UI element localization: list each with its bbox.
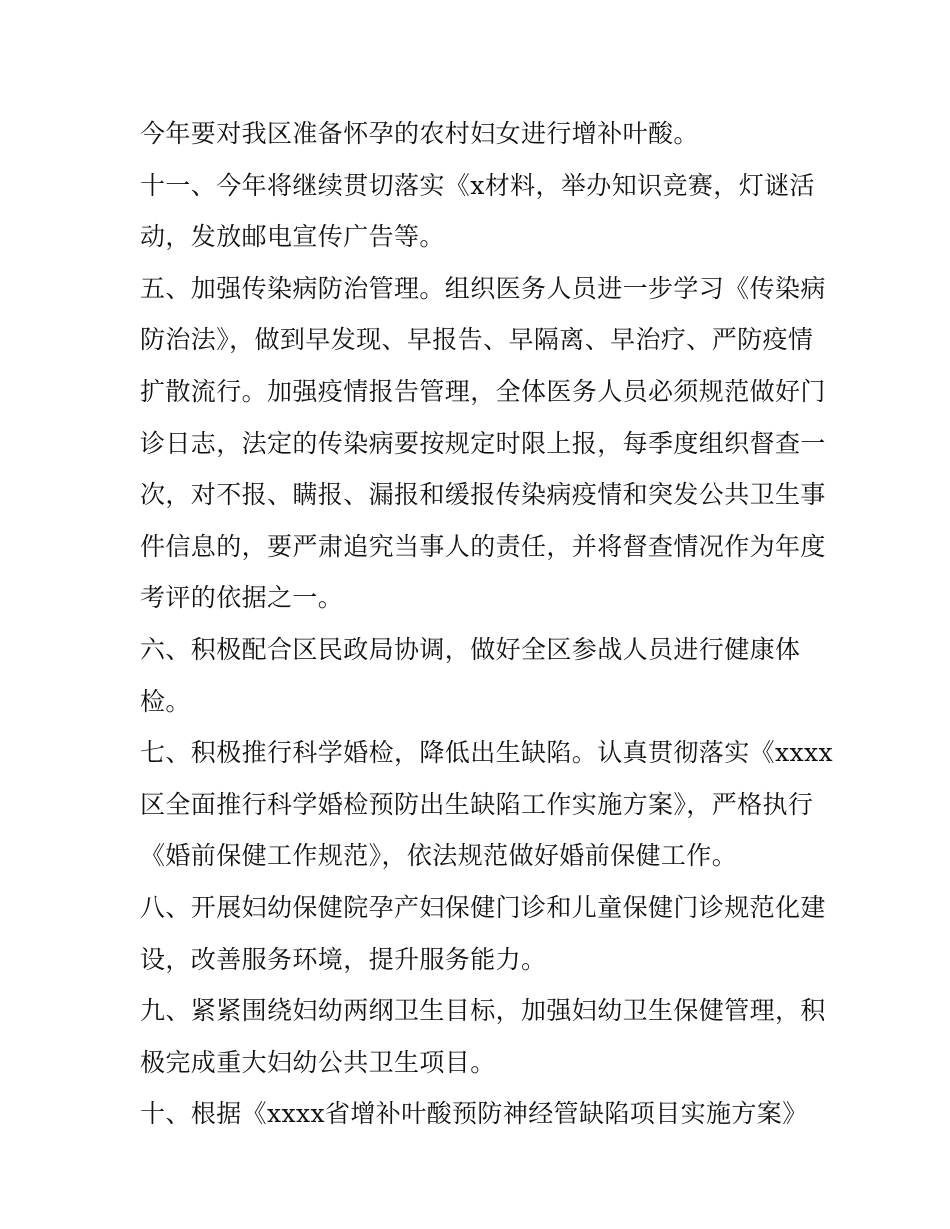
text-line: 九、紧紧围绕妇幼两纲卫生目标，加强妇幼卫生保健管理，积	[140, 996, 826, 1026]
text-line: 极完成重大妇幼公共卫生项目。	[140, 1047, 496, 1077]
text-line: 十一、今年将继续贯切落实《x材料，举办知识竞赛，灯谜活	[140, 170, 815, 200]
text-line: 区全面推行科学婚检预防出生缺陷工作实施方案》，严格执行	[140, 789, 814, 819]
text-line: 五、加强传染病防治管理。组织医务人员进一步学习《传染病	[140, 273, 826, 303]
text-line: 考评的依据之一。	[140, 583, 344, 613]
text-line: 扩散流行。加强疫情报告管理，全体医务人员必须规范做好门	[140, 376, 826, 406]
text-line: 十、根据《xxxx省增补叶酸预防神经管缺陷项目实施方案》	[140, 1099, 808, 1129]
text-line: 动，发放邮电宣传广告等。	[140, 222, 445, 252]
text-line: 今年要对我区准备怀孕的农村妇女进行增补叶酸。	[140, 119, 699, 148]
text-line: 件信息的，要严肃追究当事人的责任，并将督查情况作为年度	[140, 531, 826, 561]
text-line: 七、积极推行科学婚检，降低出生缺陷。认真贯彻落实《xxxx	[140, 738, 833, 768]
text-line: 《婚前保健工作规范》，依法规范做好婚前保健工作。	[140, 841, 738, 871]
document-body	[140, 108, 833, 1140]
text-line: 八、开展妇幼保健院孕产妇保健门诊和儿童保健门诊规范化建	[140, 892, 826, 922]
text-line: 诊日志，法定的传染病要按规定时限上报，每季度组织督查一	[140, 428, 826, 458]
text-line: 防治法》，做到早发现、早报告、早隔离、早治疗、严防疫情	[140, 325, 814, 355]
text-line: 六、积极配合区民政局协调，做好全区参战人员进行健康体	[140, 634, 801, 664]
text-line: 次，对不报、瞒报、漏报和缓报传染病疫情和突发公共卫生事	[140, 480, 826, 510]
text-line: 设，改善服务环境，提升服务能力。	[140, 944, 547, 974]
text-line: 检。	[140, 686, 191, 716]
